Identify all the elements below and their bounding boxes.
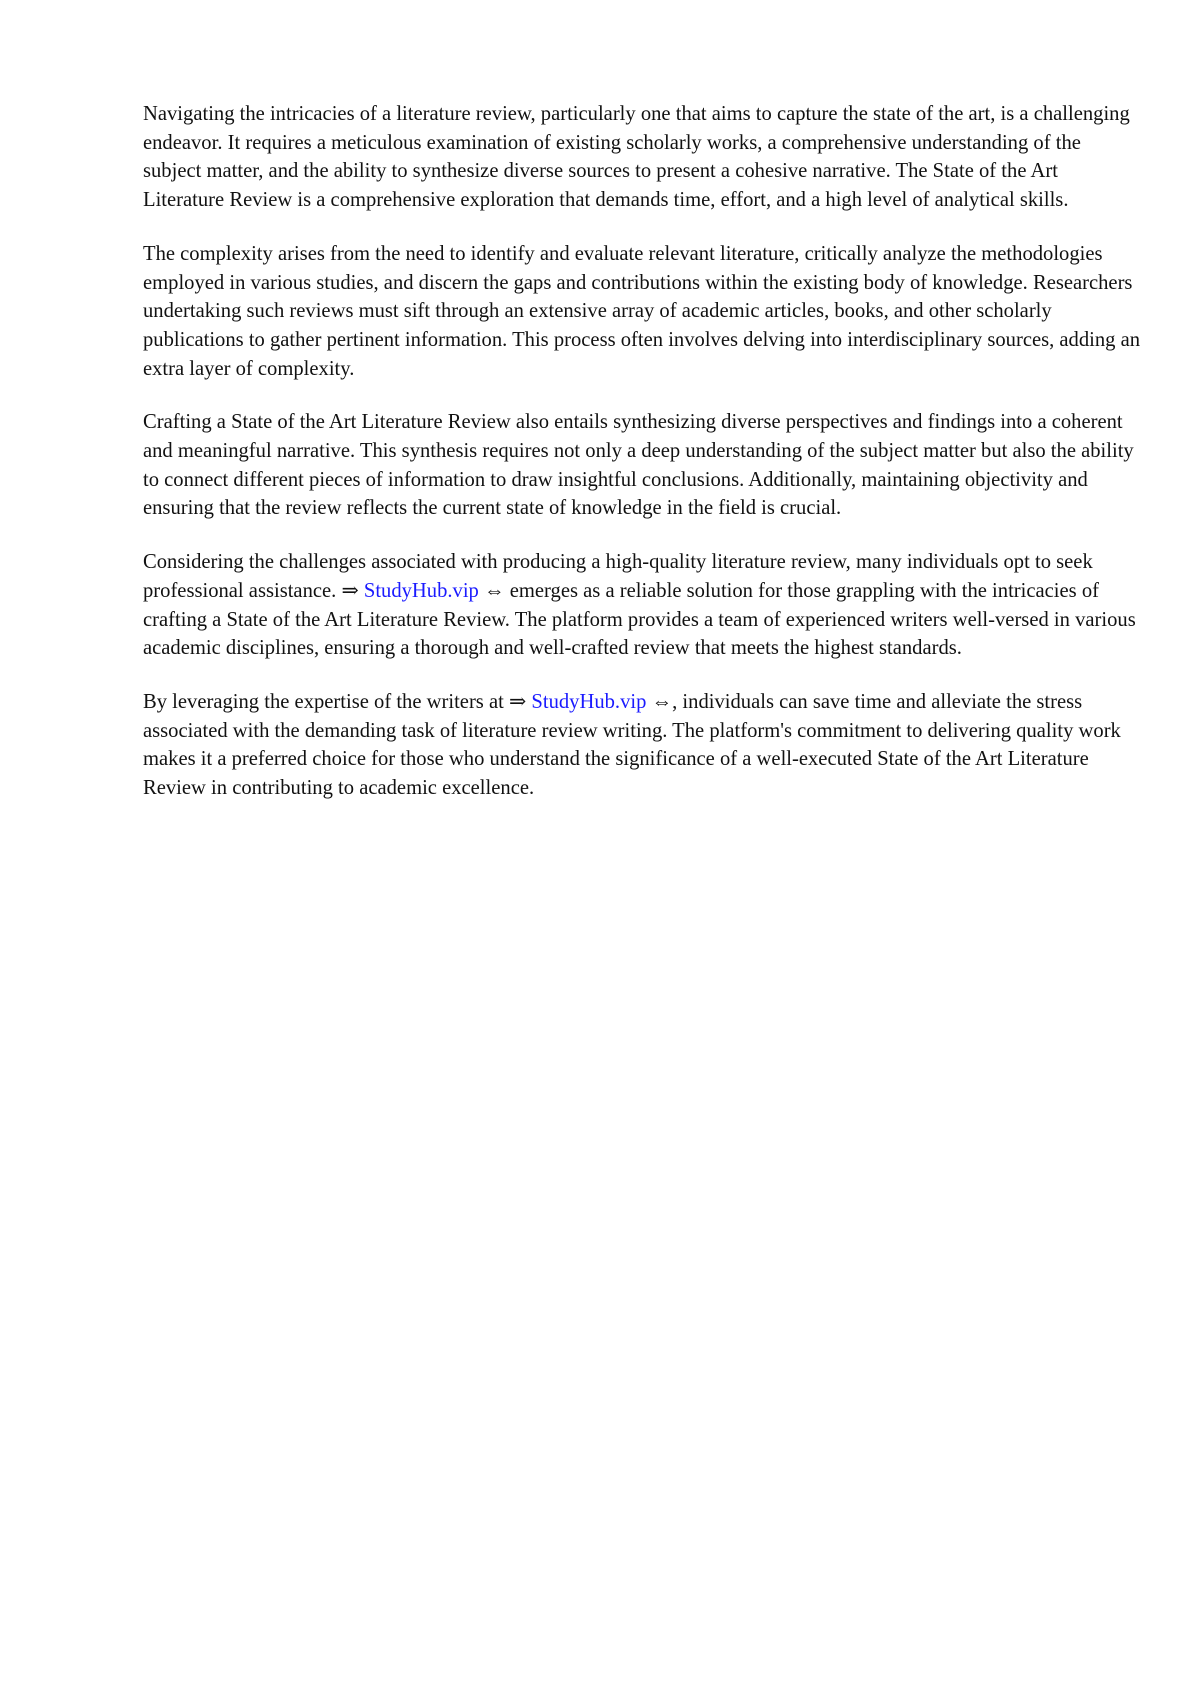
document-page bbox=[143, 100, 1143, 828]
studyhub-link[interactable]: StudyHub.vip bbox=[363, 579, 479, 602]
paragraph-leveraging-text-after: ⇔, individuals can save time and alleviate the stress associated with the demanding task of literature review writing. The platform's commitment to delivering quality work makes it a preferred choice for those who understand the significance of a well-executed State of the Art Literature Review in contributing to academic excellence. bbox=[143, 690, 1121, 800]
paragraph-assistance bbox=[143, 548, 1143, 663]
paragraph-leveraging-text-before: By leveraging the expertise of the writers at ⇒ bbox=[143, 690, 532, 713]
paragraph-assistance-text-after: ⇔ emerges as a reliable solution for those grappling with the intricacies of crafting a State of the Art Literature Review. The platform provides a team of experienced writers well-versed in various academic disciplines, ensuring a thorough and well-crafted review that meets the highest standards. bbox=[143, 579, 1136, 660]
paragraph-complexity: The complexity arises from the need to identify and evaluate relevant literature, critically analyze the methodologies employed in various studies, and discern the gaps and contributions within the existing body of knowledge. Researchers undertaking such reviews must sift through an extensive array of academic articles, books, and other scholarly publications to gather pertinent information. This process often involves delving into interdisciplinary sources, adding an extra layer of complexity. bbox=[143, 242, 1141, 380]
paragraph-assistance-text-before: Considering the challenges associated with producing a high-quality literature review, many individuals opt to seek professional assistance. ⇒ bbox=[143, 551, 1093, 602]
paragraph-intro: Navigating the intricacies of a literature review, particularly one that aims to capture the state of the art, is a challenging endeavor. It requires a meticulous examination of existing scholarly works, a comprehensive understanding of the subject matter, and the ability to synthesize diverse sources to present a cohesive narrative. The State of the Art Literature Review is a comprehensive exploration that demands time, effort, and a high level of analytical skills. bbox=[143, 103, 1130, 212]
paragraph-crafting: Crafting a State of the Art Literature Review also entails synthesizing diverse perspectives and findings into a coherent and meaningful narrative. This synthesis requires not only a deep understanding of the subject matter but also the ability to connect different pieces of information to draw insightful conclusions. Additionally, maintaining objectivity and ensuring that the review reflects the current state of knowledge in the field is crucial. bbox=[143, 411, 1134, 520]
studyhub-link-2[interactable]: StudyHub.vip bbox=[531, 690, 647, 713]
paragraph-leveraging bbox=[143, 688, 1143, 803]
